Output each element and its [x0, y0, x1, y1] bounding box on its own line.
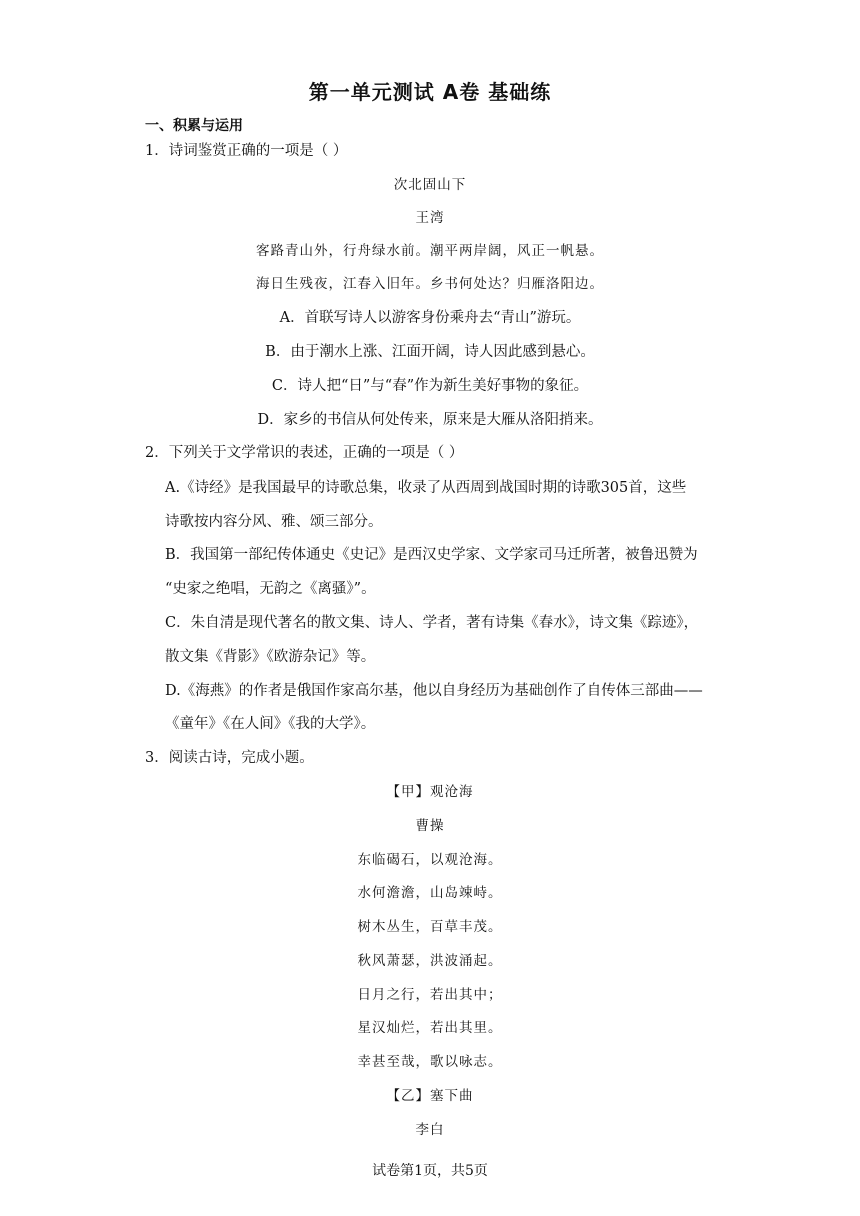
question-1-stem: 1．诗词鉴赏正确的一项是（ ）	[145, 143, 348, 159]
poem-line: 客路青山外，行舟绿水前。潮平两岸阔，风正一帆悬。	[256, 243, 604, 259]
option-a: A．首联写诗人以游客身份乘舟去“青山”游玩。	[279, 310, 581, 326]
page-title: 第一单元测试 A卷 基础练	[308, 80, 552, 104]
option-line: C．朱自清是现代著名的散文集、诗人、学者，著有诗集《春水》，诗文集《踪迹》，	[165, 615, 699, 631]
poem-line: 海日生残夜，江春入旧年。乡书何处达？归雁洛阳边。	[256, 276, 604, 292]
option-line: “史家之绝唱，无韵之《离骚》”。	[165, 581, 376, 597]
poem-line: 树木丛生，百草丰茂。	[357, 919, 503, 935]
poem-yi-title: 【乙】塞下曲	[386, 1088, 474, 1104]
poem-line: 星汉灿烂，若出其里。	[357, 1020, 503, 1036]
question-2-stem: 2．下列关于文学常识的表述，正确的一项是（ ）	[145, 445, 464, 461]
option-b: B．由于潮水上涨、江面开阔，诗人因此感到悬心。	[265, 344, 595, 360]
poem-jia-author: 曹操	[415, 818, 445, 834]
section-heading: 一、积累与运用	[145, 118, 243, 134]
option-line: 诗歌按内容分风、雅、颂三部分。	[165, 514, 383, 530]
poem-yi-author: 李白	[415, 1122, 445, 1138]
option-line: A.《诗经》是我国最早的诗歌总集，收录了从西周到战国时期的诗歌305首，这些	[165, 480, 687, 496]
option-line: B．我国第一部纪传体通史《史记》是西汉史学家、文学家司马迁所著，被鲁迅赞为	[165, 547, 698, 563]
page-footer: 试卷第1页，共5页	[372, 1163, 488, 1179]
poem-line: 水何澹澹，山岛竦峙。	[357, 885, 503, 901]
option-d: D．家乡的书信从何处传来，原来是大雁从洛阳捎来。	[257, 412, 603, 428]
poem-jia-title: 【甲】观沧海	[386, 784, 474, 800]
poem-line: 秋风萧瑟，洪波涌起。	[357, 953, 503, 969]
poem-line: 日月之行，若出其中；	[357, 987, 503, 1003]
option-line: 《童年》《在人间》《我的大学》。	[165, 716, 376, 732]
poem-title: 次北固山下	[393, 177, 467, 193]
question-3-stem: 3．阅读古诗，完成小题。	[145, 750, 314, 766]
poem-line: 东临碣石，以观沧海。	[357, 852, 503, 868]
poem-author: 王湾	[415, 210, 445, 226]
option-c: C．诗人把“日”与“春”作为新生美好事物的象征。	[271, 378, 589, 394]
option-line: D.《海燕》的作者是俄国作家高尔基，他以自身经历为基础创作了自传体三部曲——	[165, 683, 703, 699]
poem-line: 幸甚至哉，歌以咏志。	[357, 1054, 503, 1070]
option-line: 散文集《背影》《欧游杂记》等。	[165, 649, 376, 665]
